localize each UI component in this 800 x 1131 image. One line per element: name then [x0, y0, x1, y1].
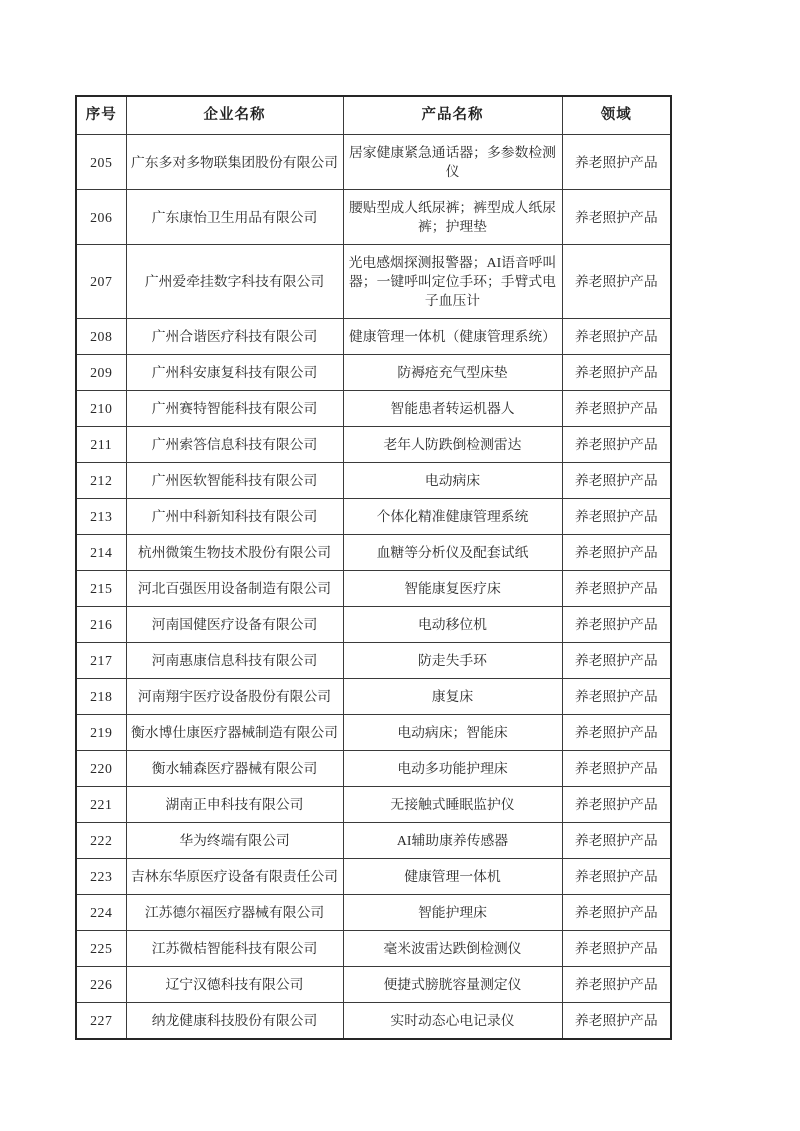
field-cell: 养老照护产品: [562, 1003, 671, 1040]
table-row: [76, 499, 671, 535]
table-row: [76, 823, 671, 859]
serial-cell: 223: [76, 859, 126, 895]
product-cell: 毫米波雷达跌倒检测仪: [343, 931, 562, 967]
field-cell: 养老照护产品: [562, 859, 671, 895]
company-cell: 广州中科新知科技有限公司: [126, 499, 343, 535]
field-cell: 养老照护产品: [562, 427, 671, 463]
company-cell: 河南翔宇医疗设备股份有限公司: [126, 679, 343, 715]
field-cell: 养老照护产品: [562, 319, 671, 355]
field-cell: 养老照护产品: [562, 679, 671, 715]
header-row: [76, 96, 671, 135]
table-row: [76, 931, 671, 967]
company-cell: 河南惠康信息科技有限公司: [126, 643, 343, 679]
serial-cell: 226: [76, 967, 126, 1003]
field-cell: 养老照护产品: [562, 245, 671, 319]
table-row: [76, 427, 671, 463]
table-row: [76, 751, 671, 787]
company-cell: 河南国健医疗设备有限公司: [126, 607, 343, 643]
product-cell: 血糖等分析仪及配套试纸: [343, 535, 562, 571]
table-row: [76, 715, 671, 751]
company-cell: 广东康怡卫生用品有限公司: [126, 190, 343, 245]
table-row: [76, 1003, 671, 1040]
col-header-field: 领域: [562, 96, 671, 135]
company-cell: 辽宁汉德科技有限公司: [126, 967, 343, 1003]
serial-cell: 214: [76, 535, 126, 571]
company-cell: 广州合谐医疗科技有限公司: [126, 319, 343, 355]
company-cell: 纳龙健康科技股份有限公司: [126, 1003, 343, 1040]
company-cell: 江苏德尔福医疗器械有限公司: [126, 895, 343, 931]
col-header-company: 企业名称: [126, 96, 343, 135]
product-cell: 实时动态心电记录仪: [343, 1003, 562, 1040]
serial-cell: 207: [76, 245, 126, 319]
field-cell: 养老照护产品: [562, 190, 671, 245]
product-cell: AI辅助康养传感器: [343, 823, 562, 859]
product-cell: 个体化精准健康管理系统: [343, 499, 562, 535]
field-cell: 养老照护产品: [562, 355, 671, 391]
field-cell: 养老照护产品: [562, 751, 671, 787]
company-cell: 广州索答信息科技有限公司: [126, 427, 343, 463]
table-row: [76, 967, 671, 1003]
company-cell: 湖南正申科技有限公司: [126, 787, 343, 823]
table-row: [76, 355, 671, 391]
product-cell: 便捷式膀胱容量测定仪: [343, 967, 562, 1003]
table-row: [76, 319, 671, 355]
table-row: [76, 463, 671, 499]
field-cell: 养老照护产品: [562, 715, 671, 751]
table-row: [76, 643, 671, 679]
table-row: [76, 787, 671, 823]
product-cell: 电动移位机: [343, 607, 562, 643]
product-cell: 无接触式睡眠监护仪: [343, 787, 562, 823]
company-cell: 江苏微桔智能科技有限公司: [126, 931, 343, 967]
serial-cell: 218: [76, 679, 126, 715]
table-row: [76, 571, 671, 607]
company-cell: 衡水辅森医疗器械有限公司: [126, 751, 343, 787]
product-cell: 电动病床: [343, 463, 562, 499]
table-row: [76, 895, 671, 931]
col-header-serial: 序号: [76, 96, 126, 135]
serial-cell: 215: [76, 571, 126, 607]
field-cell: 养老照护产品: [562, 823, 671, 859]
product-cell: 电动病床；智能床: [343, 715, 562, 751]
field-cell: 养老照护产品: [562, 787, 671, 823]
company-cell: 广州赛特智能科技有限公司: [126, 391, 343, 427]
product-cell: 防褥疮充气型床垫: [343, 355, 562, 391]
serial-cell: 209: [76, 355, 126, 391]
field-cell: 养老照护产品: [562, 535, 671, 571]
table-row: [76, 391, 671, 427]
company-cell: 河北百强医用设备制造有限公司: [126, 571, 343, 607]
field-cell: 养老照护产品: [562, 135, 671, 190]
company-cell: 广东多对多物联集团股份有限公司: [126, 135, 343, 190]
field-cell: 养老照护产品: [562, 571, 671, 607]
serial-cell: 216: [76, 607, 126, 643]
product-cell: 智能康复医疗床: [343, 571, 562, 607]
serial-cell: 217: [76, 643, 126, 679]
company-cell: 华为终端有限公司: [126, 823, 343, 859]
serial-cell: 205: [76, 135, 126, 190]
field-cell: 养老照护产品: [562, 607, 671, 643]
serial-cell: 213: [76, 499, 126, 535]
company-cell: 吉林东华原医疗设备有限责任公司: [126, 859, 343, 895]
serial-cell: 224: [76, 895, 126, 931]
product-cell: 居家健康紧急通话器；多参数检测仪: [343, 135, 562, 190]
serial-cell: 210: [76, 391, 126, 427]
company-cell: 衡水博仕康医疗器械制造有限公司: [126, 715, 343, 751]
table-row: [76, 135, 671, 190]
serial-cell: 208: [76, 319, 126, 355]
serial-cell: 220: [76, 751, 126, 787]
serial-cell: 206: [76, 190, 126, 245]
table-row: [76, 859, 671, 895]
serial-cell: 225: [76, 931, 126, 967]
company-cell: 广州爱牵挂数字科技有限公司: [126, 245, 343, 319]
serial-cell: 219: [76, 715, 126, 751]
product-cell: 智能护理床: [343, 895, 562, 931]
field-cell: 养老照护产品: [562, 931, 671, 967]
product-cell: 健康管理一体机: [343, 859, 562, 895]
table-row: [76, 245, 671, 319]
field-cell: 养老照护产品: [562, 895, 671, 931]
serial-cell: 227: [76, 1003, 126, 1040]
serial-cell: 212: [76, 463, 126, 499]
table-row: [76, 679, 671, 715]
serial-cell: 222: [76, 823, 126, 859]
company-cell: 广州科安康复科技有限公司: [126, 355, 343, 391]
col-header-product: 产品名称: [343, 96, 562, 135]
serial-cell: 221: [76, 787, 126, 823]
product-cell: 老年人防跌倒检测雷达: [343, 427, 562, 463]
product-cell: 电动多功能护理床: [343, 751, 562, 787]
table-row: [76, 607, 671, 643]
field-cell: 养老照护产品: [562, 643, 671, 679]
field-cell: 养老照护产品: [562, 391, 671, 427]
field-cell: 养老照护产品: [562, 967, 671, 1003]
product-cell: 智能患者转运机器人: [343, 391, 562, 427]
company-cell: 杭州微策生物技术股份有限公司: [126, 535, 343, 571]
product-cell: 光电感烟探测报警器；AI语音呼叫器；一键呼叫定位手环；手臂式电子血压计: [343, 245, 562, 319]
field-cell: 养老照护产品: [562, 499, 671, 535]
table-row: [76, 190, 671, 245]
product-cell: 腰贴型成人纸尿裤；裤型成人纸尿裤；护理垫: [343, 190, 562, 245]
product-cell: 防走失手环: [343, 643, 562, 679]
serial-cell: 211: [76, 427, 126, 463]
company-cell: 广州医软智能科技有限公司: [126, 463, 343, 499]
table-row: [76, 535, 671, 571]
product-registry-table: [75, 95, 672, 1040]
product-cell: 康复床: [343, 679, 562, 715]
field-cell: 养老照护产品: [562, 463, 671, 499]
product-cell: 健康管理一体机（健康管理系统）: [343, 319, 562, 355]
